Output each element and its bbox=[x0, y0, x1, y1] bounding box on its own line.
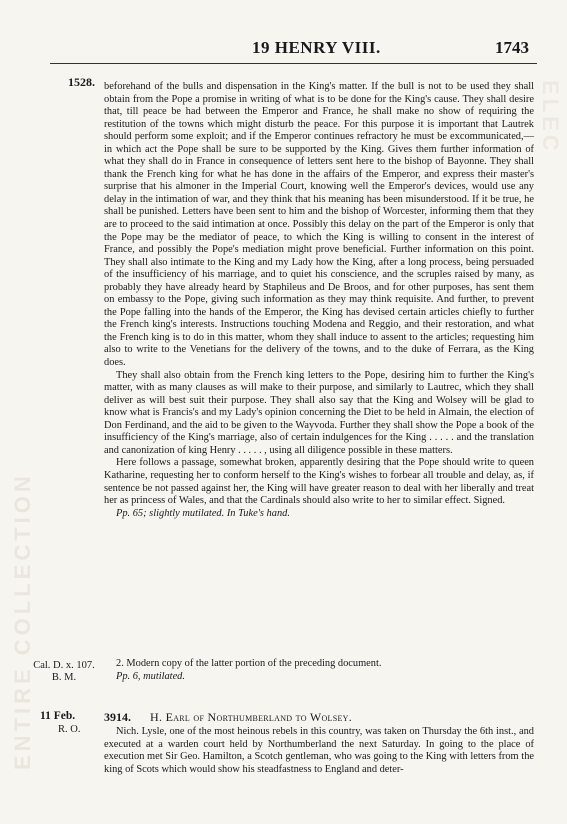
entry-heading bbox=[0, 710, 567, 735]
item-2-block bbox=[104, 658, 534, 683]
margin-year: 1528. bbox=[68, 75, 95, 89]
header-rule bbox=[50, 63, 537, 64]
page-header bbox=[0, 36, 567, 66]
paragraph-2: They shall also obtain from the French king letters to the Pope, desiring him to further the King's matter, with as many clauses as will make to their purpose, and similarly to Lautrec, which they shall deliver as will best suit their purpose. They shall also say that the King and Wolsey will be glad to know what is Francis's and my Lady's opinion concerning the Diet to be held in Almain, the election of Don Ferdinand, and the aid to be given to the Wayvoda. Further they shall show the Pope a book of the insufficiency of the King's marriage, also of certain indulgences for the King . . . . . and the translation and canonization of king Henry . . . . . , using all diligence possible in these matters. bbox=[104, 369, 534, 456]
entry-text-block bbox=[104, 726, 534, 776]
entry-source: R. O. bbox=[58, 724, 81, 735]
entry-text: Nich. Lysle, one of the most heinous rebels in this country, was taken on Thursday the 6th inst., and executed at a warden court held by Northumberland the next Saturday. In going to the place of execution met Sir Geo. Hamilton, a Scotch gentleman, who was going to the King with letters from the king of Scots which would show his steadfastness to England and deter- bbox=[104, 726, 534, 775]
entry-date: 11 Feb. bbox=[40, 710, 76, 722]
main-text bbox=[104, 81, 534, 520]
watermark-right: ELEC bbox=[538, 80, 563, 155]
paragraph-3: Here follows a passage, somewhat broken, apparently desiring that the Pope should write to queen Katharine, requesting her to conform herself to the King's wishes to forbear all trouble and delay, as, if sentence be not passed against her, the King will have greater reason to deal with her liberally and treat her as princess of Wales, and that the Cardinals should also write to her to similar effect. Signed. bbox=[104, 457, 534, 507]
paragraph-1: beforehand of the bulls and dispensation in the King's matter. If the bull is not to be used they shall obtain from the Pope a promise in writing of what is to be done for the King's cause. They shall desire that, till peace be had between the Emperor and France, he shall make no show of requiring the restitution of the towns which might disturb the peace. For this purpose it is important that Lautrek should perform some exploit; and if the Emperor continues refractory he must be excommunicated,—in which act the Pope shall be sure to be supported by the King. Gives them further information of what they shall do in France in consequence of letters sent here to the bishop of Bayonne. They shall thank the French king for what he has done in the affairs of the Emperor, and express their master's surprise that his almoner in the Imperial Court, knowing well the Emperor's devices, would use any delay in the intimation of war, and they think that his meaning has been misunderstood. If it be true, he shall be punished. Letters have been sent to him and the bishop of Worcester, informing them that they are to proceed to the said intimation at once. Possibly this delay on the part of the Emperor is only that the Pope may be the mediator of peace, to which the King is willing to consent in the interest of France, and possibly the Pope's mediation might prove beneficial. Further information on this point. They shall also intimate to the King and my Lady how the King, after a long process, being persuaded of the insufficiency of his marriage, and to quiet his conscience, and the scruples raised by many, as probably they have already heard by Staphileus and De Broos, and for other purposes, has sent them on embassy to the Pope, giving such information as they may think requisite. And further, to prevent the Pope falling into the hands of the Emperor, the King has devised certain articles chiefly to further the French king's interests. Instructions touching Modena and Reggio, and their restoration, and what the French king is to do in this matter, whom they shall induce to assent to the articles; requesting him also to write to the Venetians for the delivery of the towns, and to the duke of Ferrara, as the King does. bbox=[104, 81, 534, 369]
entry-number: 3914. bbox=[104, 710, 131, 724]
margin-bm: B. M. bbox=[51, 672, 77, 683]
watermark-left: ENTIRE COLLECTION bbox=[10, 472, 35, 770]
margin-cal-ref: Cal. D. x. 107. bbox=[33, 660, 95, 671]
item-2: 2. Modern copy of the latter portion of the preceding document. bbox=[116, 658, 382, 669]
page-number: 1743 bbox=[495, 38, 529, 57]
running-title: 19 HENRY VIII. bbox=[252, 38, 381, 57]
entry-title: H. Earl of Northumberland to Wolsey. bbox=[150, 710, 353, 724]
note-1: Pp. 65; slightly mutilated. In Tuke's hand. bbox=[116, 507, 290, 519]
note-2: Pp. 6, mutilated. bbox=[116, 670, 185, 682]
